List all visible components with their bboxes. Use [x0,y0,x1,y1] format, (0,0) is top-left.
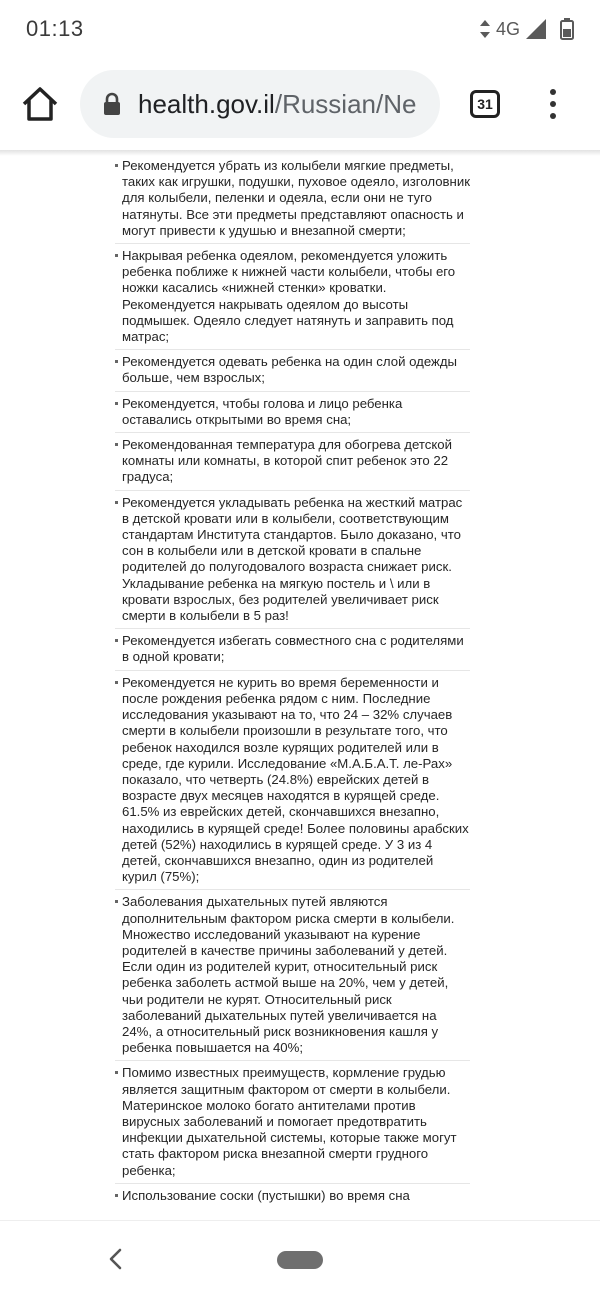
overflow-menu-icon[interactable] [546,86,560,122]
list-item: Рекомендованная температура для обогрева детской комнаты или комнаты, в которой спит ребенок это 22 градуса; [115,432,470,490]
status-icons [480,18,574,40]
tab-switcher-button[interactable] [470,90,500,118]
list-item: Накрывая ребенка одеялом, рекомендуется уложить ребенка поближе к нижней части колыбели, чтобы его ножки касались «нижней стенки» кроватки. Рекомендуется накрывать одеялом до высоты подмышек. Одеяло следует натянуть и заправить под матрас; [115,243,470,349]
home-gesture-pill[interactable] [277,1251,323,1269]
list-item: Использование соски (пустышки) во время сна [115,1183,470,1208]
url-domain: health.gov.il [138,88,275,119]
data-transfer-icon [480,20,490,38]
list-item: Рекомендуется избегать совместного сна с родителями в одной кровати; [115,628,470,669]
list-item: Заболевания дыхательных путей являются дополнительным фактором риска смерти в колыбели. Множество исследований указывают на курение родителей в качестве причины заболеваний у детей. Если один из родителей курит, относительный риск ребенка заболеть астмой выше на 20%, чем у детей, чьи родители не курят. Относительный риск заболеваний дыхательных путей увеличивается на 24%, а относительный риск возникновения кашля у ребенка повышается на 40%; [115,889,470,1060]
network-type: 4G [495,18,520,39]
list-item: Рекомендуется укладывать ребенка на жесткий матрас в детской кровати или в колыбели, соответствующим стандартам Института стандартов. Было доказано, что сон в колыбели или в детской кровати в спальне родителей до полугодовалого возраста снижает риск. Укладывание ребенка на мягкую постель и \ или в кровати взрослых, без родителей увеличивает риск смерти в колыбели в 5 раз! [115,490,470,629]
tab-count: 31 [477,96,493,112]
lock-icon [102,92,122,116]
address-bar[interactable] [80,70,440,138]
status-bar [0,0,600,58]
browser-toolbar [0,62,600,150]
list-item: Рекомендуется не курить во время беременности и после рождения ребенка рядом с ним. Последние исследования указывают на то, что 24 – 32% случаев смерти в колыбели произошли в результате того, что ребенок находился возле курящих родителей или в среде, где курили. Исследование «М.А.Б.А.Т. ле-Рах» показало, что четверть (24.8%) еврейских детей в возрасте двух месяцев находятся в курящей среде. 61.5% из еврейских детей, скончавшихся внезапно, находились в курящей среде! Более половины арабских детей (52%) находились в курящей среде. У 3 из 4 детей, скончавшихся внезапно, один из родителей курил (75%); [115,670,470,890]
battery-icon [560,18,574,40]
list-item: Помимо известных преимуществ, кормление грудью является защитным фактором от смерти в колыбели. Материнское молоко богато антителами против вирусных заболеваний и помогает предотвратить инфекции дыхательной системы, которые также могут стать фактором риска внезапной смерти грудного ребенка; [115,1060,470,1182]
back-icon[interactable] [106,1247,126,1271]
home-icon[interactable] [20,84,60,124]
url-path: /Russian/Ne [274,88,417,119]
toolbar-shadow [0,150,600,156]
system-navigation-bar [0,1220,600,1299]
list-item: Рекомендуется одевать ребенка на один слой одежды больше, чем взрослых; [115,349,470,390]
url-text[interactable] [138,89,416,120]
signal-icon [526,19,546,39]
article-content [115,158,470,1220]
list-item: Рекомендуется убрать из колыбели мягкие предметы, таких как игрушки, подушки, пуховое одеяло, изголовник для колыбели, пеленки и одеяла, если они не туго натянуты. Все эти предметы представляют опасность и могут привести к удушью и внезапной смерти; [115,158,470,243]
list-item: Рекомендуется, чтобы голова и лицо ребенка оставались открытыми во время сна; [115,391,470,432]
status-time: 01:13 [26,16,84,41]
